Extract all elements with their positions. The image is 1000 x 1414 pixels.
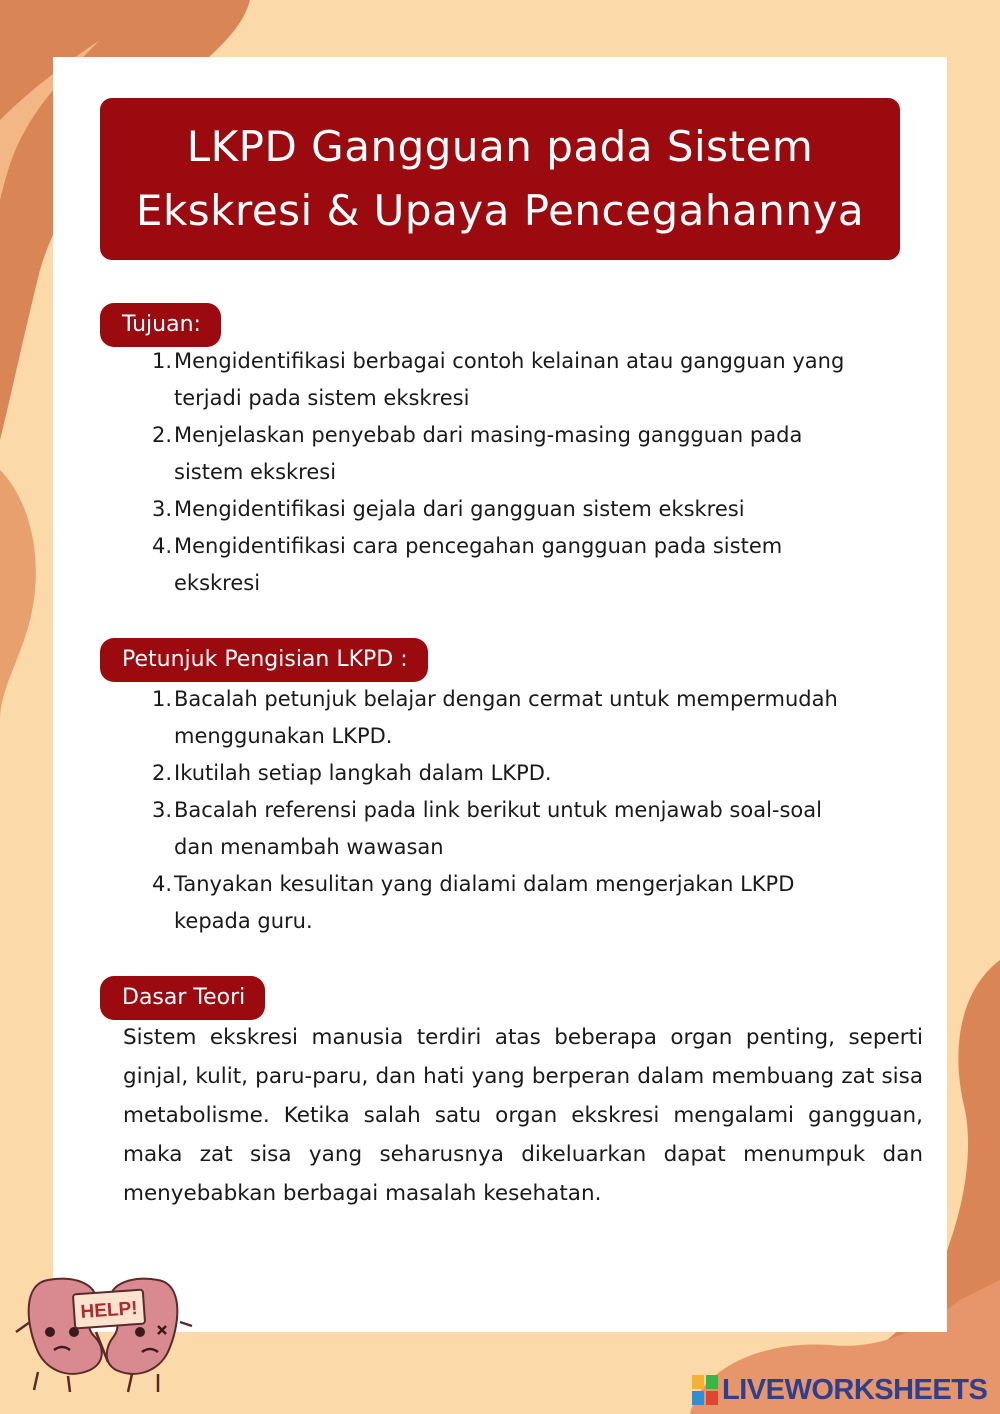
tujuan-heading: Tujuan: <box>100 303 221 347</box>
list-text-line: sistem ekskresi <box>174 460 337 484</box>
list-text-line: Mengidentifikasi cara pencegahan gangguan pada sistem <box>174 534 783 558</box>
list-number: 2. <box>151 761 172 785</box>
list-text-line: Mengidentifikasi gejala dari gangguan sistem ekskresi <box>174 497 745 521</box>
list-text-line: Menjelaskan penyebab dari masing-masing gangguan pada <box>174 423 803 447</box>
list-text-line: kepada guru. <box>174 909 313 933</box>
left-wave <box>0 470 36 720</box>
liveworksheets-brand <box>690 1368 987 1412</box>
list-text-line: dan menambah wawasan <box>174 835 444 859</box>
list-text-line: Ikutilah setiap langkah dalam LKPD. <box>174 761 552 785</box>
liveworksheets-wordmark: LIVEWORKSHEETS <box>722 1373 988 1406</box>
list-number: 2. <box>151 423 172 447</box>
help-sign-text: HELP! <box>79 1298 139 1323</box>
title-line-2: Ekskresi & Upaya Pencegahannya <box>135 186 865 235</box>
list-number: 3. <box>151 798 172 822</box>
list-text-line: ekskresi <box>174 571 261 595</box>
list-number: 4. <box>151 534 172 558</box>
list-item <box>145 681 920 755</box>
list-text-line: terjadi pada sistem ekskresi <box>174 386 470 410</box>
dasar-teori-body: Sistem ekskresi manusia terdiri atas beberapa organ penting, seperti ginjal, kulit, paru-paru, dan hati yang berperan dalam membuang zat sisa metabolisme. Ketika salah satu organ ekskresi mengalami gangguan, maka zat sisa yang seharusnya dikeluarkan dapat menumpuk dan menyebabkan berbagai masalah kesehatan. <box>123 1025 923 1206</box>
liveworksheets-logo-icon <box>690 1373 720 1407</box>
list-number: 4. <box>151 872 172 896</box>
list-number: 3. <box>151 497 172 521</box>
title-line-1: LKPD Gangguan pada Sistem <box>186 122 814 171</box>
list-item <box>145 343 920 417</box>
list-text-line: Bacalah referensi pada link berikut untuk menjawab soal-soal <box>174 798 822 822</box>
list-item <box>145 417 920 491</box>
list-text-line: menggunakan LKPD. <box>174 724 393 748</box>
tujuan-list <box>145 343 920 602</box>
dasar-teori-heading: Dasar Teori <box>100 976 265 1020</box>
list-number: 1. <box>151 349 172 373</box>
list-text-line: Bacalah petunjuk belajar dengan cermat untuk mempermudah <box>174 687 838 711</box>
list-item <box>145 866 920 940</box>
list-item <box>145 491 920 528</box>
list-item <box>145 792 920 866</box>
title-banner <box>100 98 900 260</box>
kidney-help-illustration <box>8 1262 198 1400</box>
petunjuk-list <box>145 681 920 940</box>
list-item <box>145 755 920 792</box>
list-number: 1. <box>151 687 172 711</box>
petunjuk-heading: Petunjuk Pengisian LKPD : <box>100 638 428 682</box>
list-item <box>145 528 920 602</box>
list-text-line: Mengidentifikasi berbagai contoh kelainan atau gangguan yang <box>174 349 845 373</box>
list-text-line: Tanyakan kesulitan yang dialami dalam mengerjakan LKPD <box>174 872 795 896</box>
